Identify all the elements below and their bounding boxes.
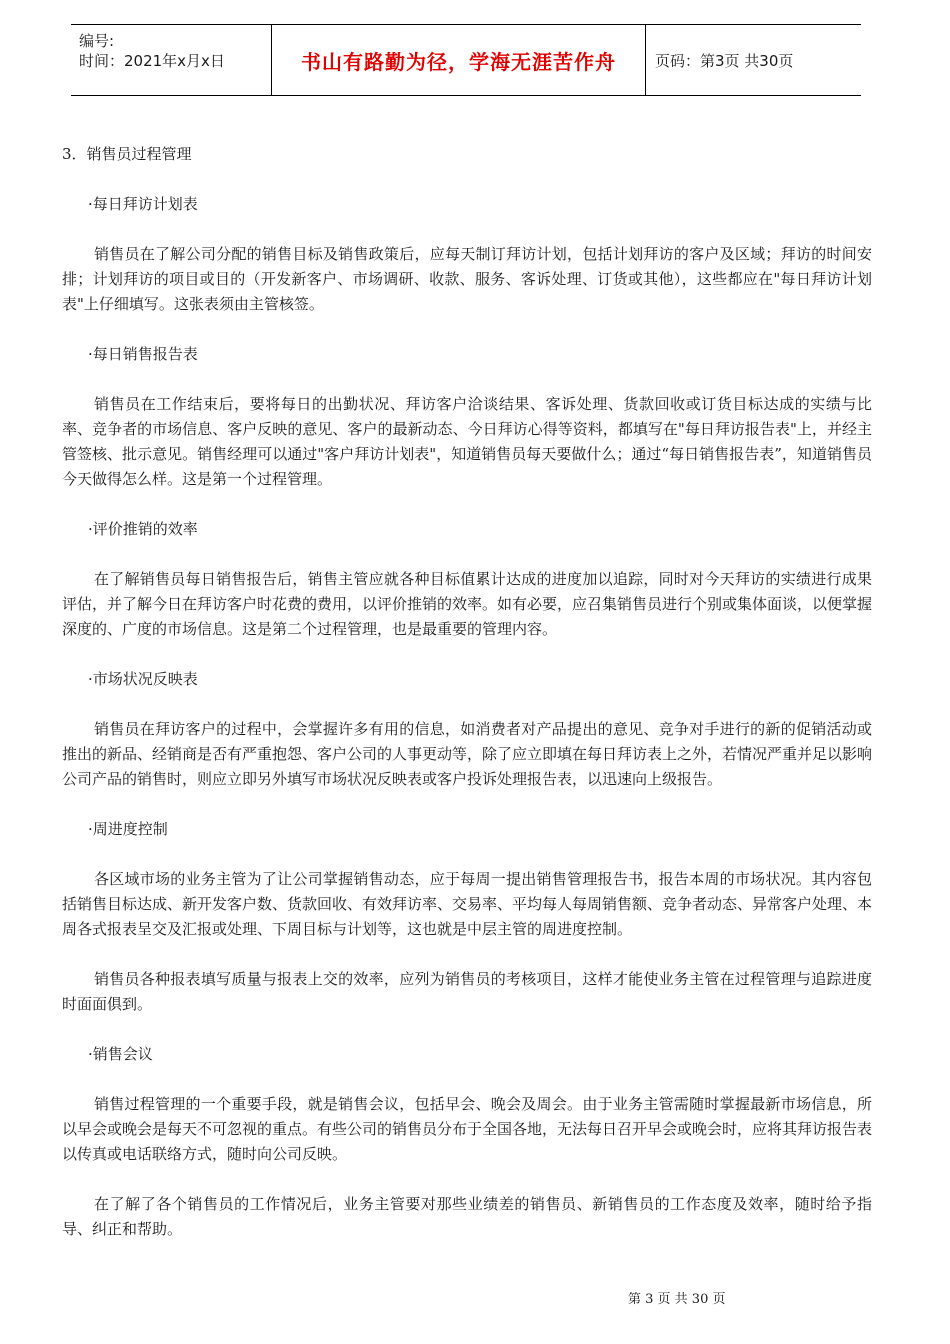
document-body — [62, 142, 872, 1267]
paragraph: 销售员在了解公司分配的销售目标及销售政策后，应每天制订拜访计划，包括计划拜访的客户及区域；拜访的时间安排；计划拜访的项目或目的（开发新客户、市场调研、收款、服务、客诉处理、订货或其他），这些都应在"每日拜访计划表"上仔细填写。这张表须由主管核签。 — [62, 245, 872, 313]
paragraph: 各区域市场的业务主管为了让公司掌握销售动态，应于每周一提出销售管理报告书，报告本周的市场状况。其内容包括销售目标达成、新开发客户数、货款回收、有效拜访率、交易率、平均每人每周销售额、竞争者动态、异常客户处理、本周各式报表呈交及汇报或处理、下周目标与计划等，这也就是中层主管的周进度控制。 — [62, 870, 873, 938]
paragraph: 销售员在工作结束后，要将每日的出勤状况、拜访客户洽谈结果、客诉处理、货款回收或订货目标达成的实绩与比率、竞争者的市场信息、客户反映的意见、客户的最新动态、今日拜访心得等资料，都填写在"每日拜访报告表"上，并经主管签核、批示意见。销售经理可以通过"客户拜访计划表"，知道销售员每天要做什么；通过“每日销售报告表”，知道销售员今天做得怎么样。这是第一个过程管理。 — [62, 395, 872, 488]
page-footer: 第 3 页 共 30 页 — [628, 1292, 726, 1307]
subsection-heading: ·每日销售报告表 — [88, 345, 198, 363]
header-motto: 书山有路勤为径，学海无涯苦作舟 — [301, 49, 616, 74]
header-divider — [645, 25, 646, 95]
paragraph: 销售员各种报表填写质量与报表上交的效率，应列为销售员的考核项目，这样才能使业务主管在过程管理与追踪进度时面面俱到。 — [62, 970, 872, 1013]
paragraph: 销售员在拜访客户的过程中，会掌握许多有用的信息，如消费者对产品提出的意见、竞争对手进行的新的促销活动或推出的新品、经销商是否有严重抱怨、客户公司的人事更动等，除了应立即填在每日拜访表上之外，若情况严重并足以影响公司产品的销售时，则应立即另外填写市场状况反映表或客户投诉处理报告表，以迅速向上级报告。 — [62, 720, 873, 788]
subsection-heading: ·评价推销的效率 — [88, 520, 198, 538]
subsection-heading: ·周进度控制 — [88, 820, 168, 838]
header-meta — [71, 25, 271, 95]
subsection-heading: ·每日拜访计划表 — [88, 195, 198, 213]
subsection-heading: ·销售会议 — [88, 1045, 153, 1063]
paragraph: 在了解销售员每日销售报告后，销售主管应就各种目标值累计达成的进度加以追踪，同时对今天拜访的实绩进行成果评估，并了解今日在拜访客户时花费的费用，以评价推销的效率。如有必要，应召集销售员进行个别或集体面谈，以便掌握深度的、广度的市场信息。这是第二个过程管理，也是最重要的管理内容。 — [62, 570, 873, 638]
document-time-label: 时间：2021年x月x日 — [79, 52, 225, 70]
page-header — [71, 24, 861, 96]
paragraph: 在了解了各个销售员的工作情况后，业务主管要对那些业绩差的销售员、新销售员的工作态度及效率，随时给予指导、纠正和帮助。 — [62, 1195, 872, 1238]
section-title: 3．销售员过程管理 — [62, 145, 192, 163]
header-page-info: 页码：第3页 共30页 — [655, 51, 794, 70]
document-number-label: 编号: — [79, 32, 115, 50]
subsection-heading: ·市场状况反映表 — [88, 670, 198, 688]
paragraph: 销售过程管理的一个重要手段，就是销售会议，包括早会、晚会及周会。由于业务主管需随时掌握最新市场信息，所以早会或晚会是每天不可忽视的重点。有些公司的销售员分布于全国各地，无法每日召开早会或晚会时，应将其拜访报告表以传真或电话联络方式，随时向公司反映。 — [62, 1095, 873, 1163]
